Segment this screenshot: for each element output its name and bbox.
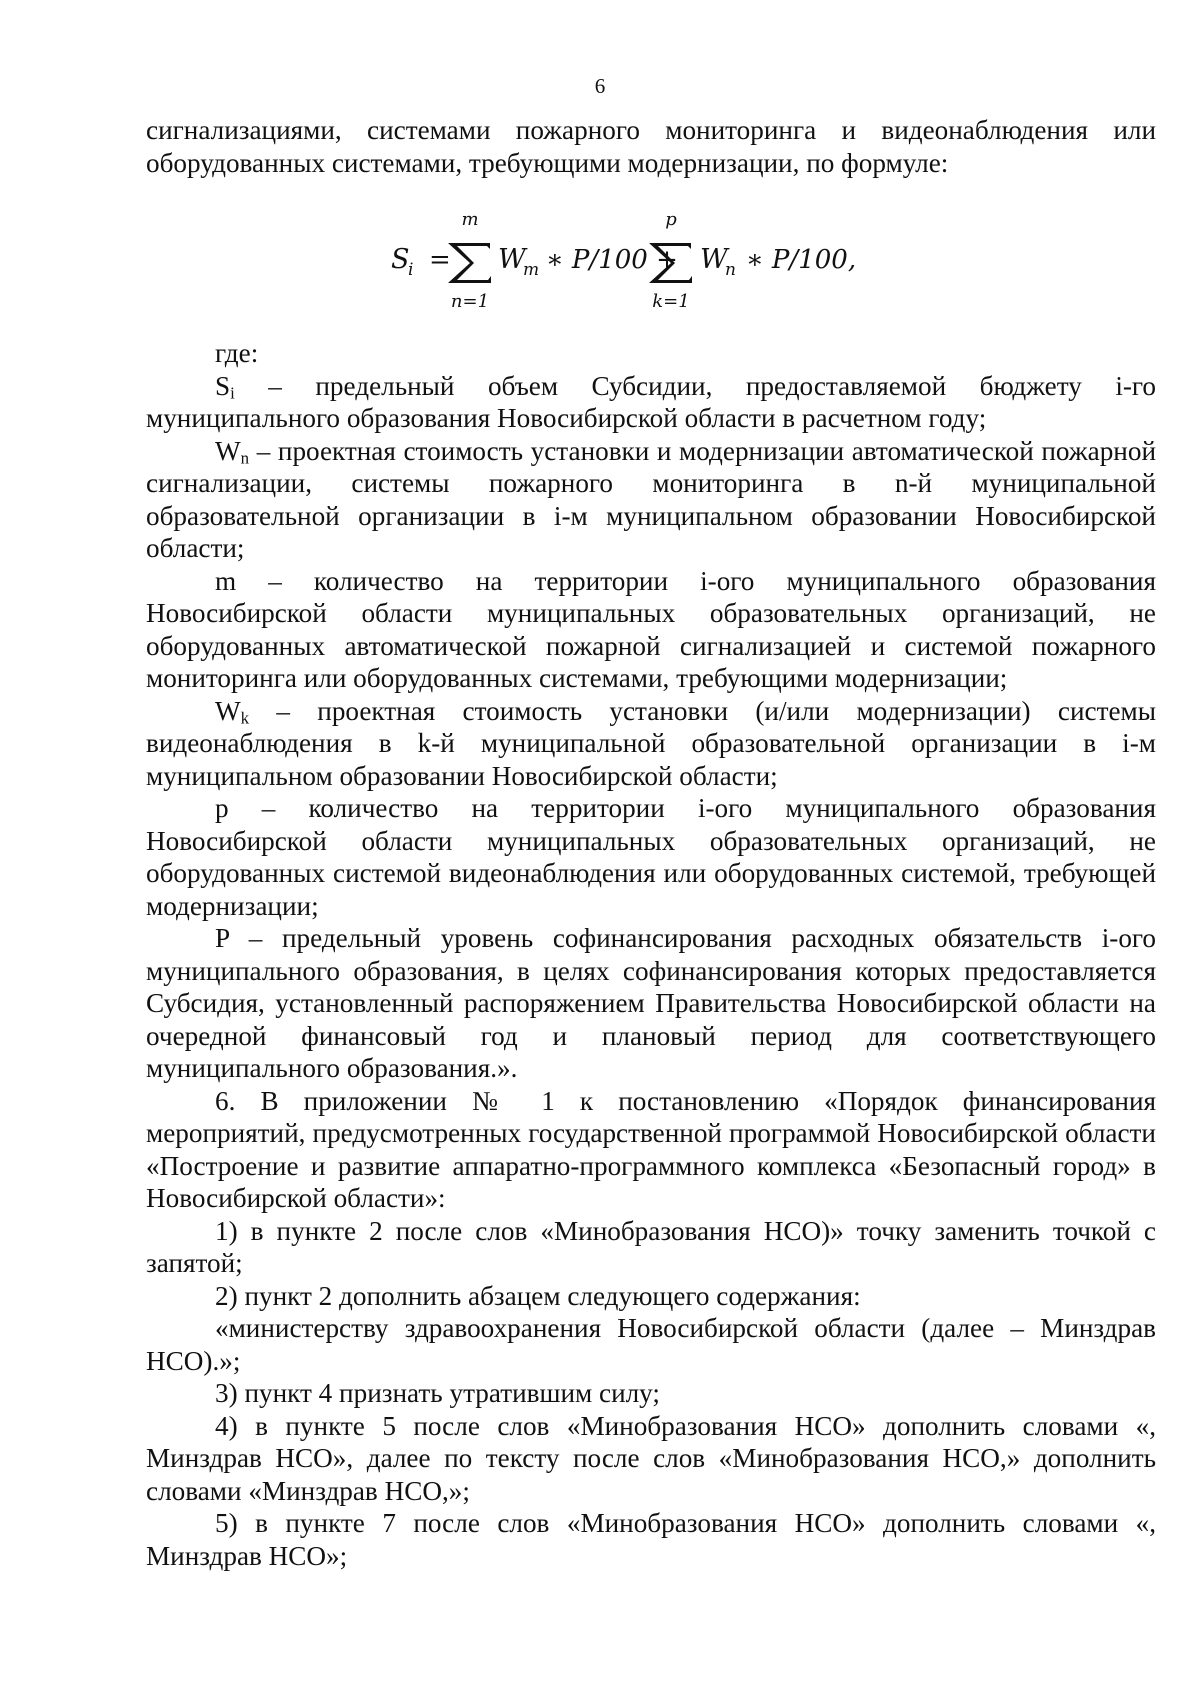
definition-symbol: P [215, 923, 230, 953]
definition-p-lower [146, 792, 1156, 922]
document-body [146, 114, 1156, 1572]
definition-symbol: m [215, 565, 237, 596]
definition-symbol: p [215, 793, 229, 823]
formula-equals: = [429, 245, 451, 275]
formula-lhs-sub: i [408, 260, 414, 280]
definition-symbol: S [215, 370, 231, 401]
amendment-quote: «министерству здравоохранения Новосибирской области (далее – Минздрав НСО).»; [146, 1313, 1156, 1376]
intro-line-2: оборудованных системами, требующими модернизации, по формуле: [146, 147, 949, 178]
definition-text: – количество на территории i-ого муниципального образования Новосибирской области муниципальных образовательных организаций, не оборудованных системой видеонаблюдения или оборудованных системой, требующей модернизации; [146, 793, 1156, 921]
definition-symbol: W [215, 435, 241, 466]
definition-subscript: n [240, 447, 250, 467]
definition-m [146, 565, 1156, 695]
definition-s [146, 370, 1156, 435]
definition-symbol: W [215, 695, 241, 726]
term1-sub: m [523, 260, 540, 280]
formula-svg [146, 179, 1156, 337]
definition-text: – предельный объем Субсидии, предоставляемой бюджету i-го муниципального образования Новосибирской области в расчетном году; [146, 370, 1156, 433]
definition-text: – проектная стоимость установки (и/или модернизации) системы видеонаблюдения в k-й муниципальной образовательной организации в i-м муниципальном образовании Новосибирской области; [146, 695, 1156, 791]
sum1-lower-limit: n=1 [450, 291, 490, 312]
amendment-item-5: 5) в пункте 7 после слов «Минобразования НСО» дополнить словами «, Минздрав НСО»; [146, 1508, 1156, 1571]
amendment-item-1: 1) в пункте 2 после слов «Минобразования НСО)» точку заменить точкой с запятой; [146, 1215, 1156, 1278]
intro-line-1: сигнализациями, системами пожарного мониторинга и видеонаблюдения или [146, 115, 1156, 145]
formula-lhs: S [391, 244, 410, 275]
definition-wk [146, 695, 1156, 793]
amendment-item-3: 3) пункт 4 признать утратившим силу; [215, 1378, 660, 1408]
term2-w: W [700, 244, 728, 275]
amendment-item-2: 2) пункт 2 дополнить абзацем следующего содержания: [215, 1280, 861, 1311]
term2-rest: ∗ P/100, [746, 245, 857, 275]
sum2-lower-limit: k=1 [652, 291, 690, 312]
term1-rest: ∗ P/100 + [546, 245, 678, 275]
definition-text: – количество на территории i-ого муниципального образования Новосибирской области муниципальных образовательных организаций, не оборудованных автоматической пожарной сигнализацией и системой пожарного мониторинга или оборудованных системами, требующими модернизации; [146, 565, 1156, 693]
sum1-upper-limit: m [461, 209, 479, 230]
sum2-upper-limit: p [665, 209, 677, 230]
definition-subscript: k [240, 707, 250, 727]
definition-subscript: i [230, 382, 235, 402]
page-number: 6 [594, 74, 606, 98]
definition-wn [146, 435, 1156, 565]
where-label: где: [215, 338, 259, 368]
paragraph-6: 6. В приложении № 1 к постановлению «Порядок финансирования мероприятий, предусмотренных государственной программой Новосибирской области «Построение и развитие аппаратно-программного комплекса «Безопасный город» в Новосибирской области»: [146, 1085, 1156, 1213]
sum1-sigma-icon [448, 243, 491, 283]
definition-text: – предельный уровень софинансирования расходных обязательств i-ого муниципального образования, в целях софинансирования которых предоставляется Субсидия, установленный распоряжением Правительства Новосибирской области на очередной финансовый год и плановый период для соответствующего муниципального образования.». [146, 923, 1156, 1083]
subsidy-formula [146, 179, 1156, 337]
definition-p-upper [146, 922, 1156, 1085]
term1-w: W [498, 244, 526, 275]
definition-text: – проектная стоимость установки и модернизации автоматической пожарной сигнализации, системы пожарного мониторинга в n-й муниципальной образовательной организации в i-м муниципальном образовании Новосибирской области; [146, 435, 1156, 563]
term2-sub: n [725, 260, 736, 280]
amendment-item-4: 4) в пункте 5 после слов «Минобразования НСО» дополнить словами «, Минздрав НСО», далее по тексту после слов «Минобразования НСО,» дополнить словами «Минздрав НСО,»; [146, 1410, 1156, 1506]
